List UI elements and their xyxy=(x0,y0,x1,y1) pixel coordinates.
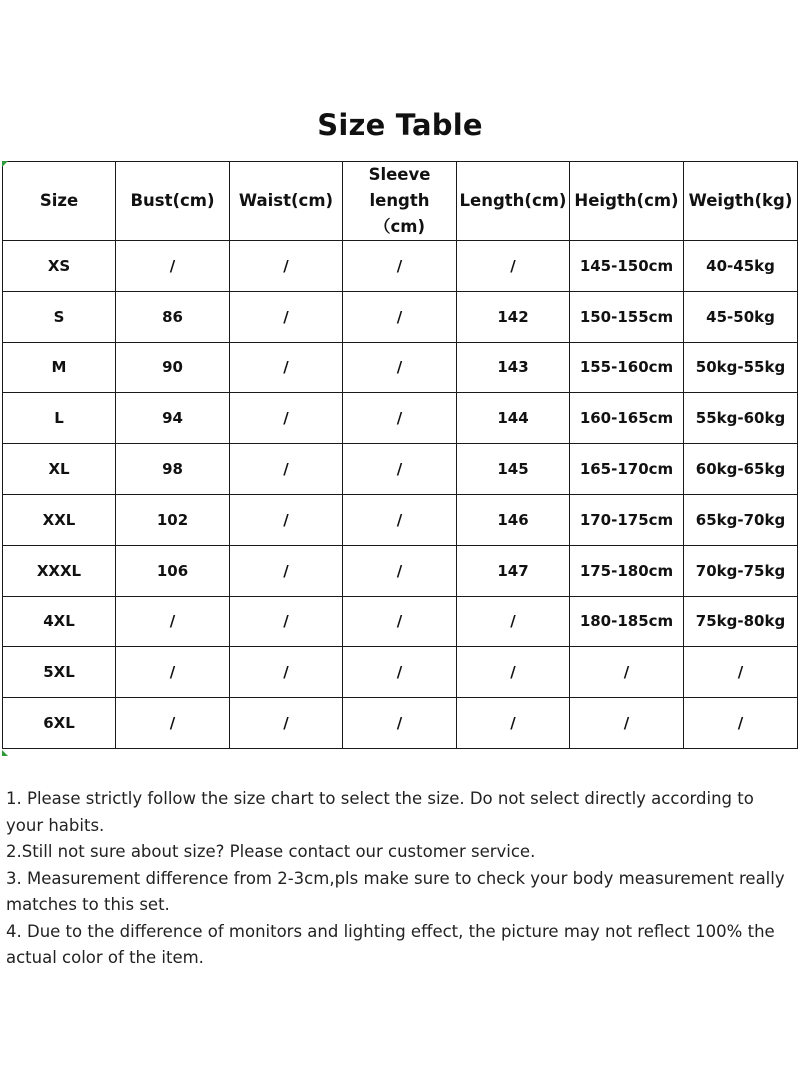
note-item: 3. Measurement difference from 2-3cm,pls make sure to check your body measurement really matches to this set. xyxy=(6,868,785,914)
cell-bust: / xyxy=(116,241,230,292)
page-title: Size Table xyxy=(317,108,483,142)
cell-size: S xyxy=(3,291,116,342)
table-row xyxy=(3,241,798,292)
cell-weight: 50kg-55kg xyxy=(684,342,798,393)
cell-waist: / xyxy=(230,494,343,545)
cell-length: 147 xyxy=(457,545,570,596)
cell-waist: / xyxy=(230,596,343,647)
size-table xyxy=(2,161,798,749)
cell-height: 145-150cm xyxy=(570,241,684,292)
cell-length: 145 xyxy=(457,444,570,495)
column-header-size: Size xyxy=(3,162,116,241)
cell-size: 6XL xyxy=(3,698,116,749)
cell-size: XXL xyxy=(3,494,116,545)
cell-size: XL xyxy=(3,444,116,495)
note-item: 1. Please strictly follow the size chart to select the size. Do not select directly according to your habits. xyxy=(6,789,754,835)
cell-weight: 55kg-60kg xyxy=(684,393,798,444)
cell-length: / xyxy=(457,698,570,749)
cell-length: 143 xyxy=(457,342,570,393)
cell-weight: 70kg-75kg xyxy=(684,545,798,596)
cell-height: 175-180cm xyxy=(570,545,684,596)
cell-waist: / xyxy=(230,291,343,342)
column-header-waist: Waist(cm) xyxy=(230,162,343,241)
cell-weight: 65kg-70kg xyxy=(684,494,798,545)
table-header-row xyxy=(3,162,798,241)
cell-sleeve-length: / xyxy=(343,393,457,444)
table-row xyxy=(3,647,798,698)
cell-sleeve-length: / xyxy=(343,342,457,393)
column-header-height: Heigth(cm) xyxy=(570,162,684,241)
column-header-weight: Weigth(kg) xyxy=(684,162,798,241)
cell-weight: / xyxy=(684,647,798,698)
table-row xyxy=(3,596,798,647)
cell-height: 160-165cm xyxy=(570,393,684,444)
note-item: 2.Still not sure about size? Please contact our customer service. xyxy=(6,842,536,861)
cell-bust: 94 xyxy=(116,393,230,444)
cell-size: XS xyxy=(3,241,116,292)
cell-length: / xyxy=(457,241,570,292)
cell-bust: / xyxy=(116,647,230,698)
cell-length: / xyxy=(457,647,570,698)
table-row xyxy=(3,342,798,393)
cell-length: / xyxy=(457,596,570,647)
column-header-length: Length(cm) xyxy=(457,162,570,241)
cell-weight: / xyxy=(684,698,798,749)
notes-section xyxy=(6,786,796,972)
sleeve-header-line: length xyxy=(369,191,430,210)
cell-bust: / xyxy=(116,698,230,749)
column-header-sleeve-length xyxy=(343,162,457,241)
cell-waist: / xyxy=(230,393,343,444)
table-row xyxy=(3,393,798,444)
table-row xyxy=(3,444,798,495)
table-row xyxy=(3,291,798,342)
column-header-bust: Bust(cm) xyxy=(116,162,230,241)
cell-length: 142 xyxy=(457,291,570,342)
cell-sleeve-length: / xyxy=(343,545,457,596)
sleeve-header-line: （cm) xyxy=(373,217,425,236)
corner-marker xyxy=(2,161,8,167)
cell-height: / xyxy=(570,698,684,749)
cell-waist: / xyxy=(230,698,343,749)
cell-size: XXXL xyxy=(3,545,116,596)
cell-weight: 40-45kg xyxy=(684,241,798,292)
table-row xyxy=(3,698,798,749)
cell-waist: / xyxy=(230,241,343,292)
cell-weight: 60kg-65kg xyxy=(684,444,798,495)
cell-height: 170-175cm xyxy=(570,494,684,545)
table-row xyxy=(3,545,798,596)
cell-waist: / xyxy=(230,444,343,495)
cell-weight: 45-50kg xyxy=(684,291,798,342)
cell-height: 165-170cm xyxy=(570,444,684,495)
cell-bust: / xyxy=(116,596,230,647)
cell-bust: 86 xyxy=(116,291,230,342)
table-body xyxy=(3,241,798,749)
cell-length: 146 xyxy=(457,494,570,545)
cell-waist: / xyxy=(230,545,343,596)
cell-height: 155-160cm xyxy=(570,342,684,393)
cell-bust: 102 xyxy=(116,494,230,545)
cell-waist: / xyxy=(230,647,343,698)
cell-height: 150-155cm xyxy=(570,291,684,342)
cell-sleeve-length: / xyxy=(343,596,457,647)
cell-length: 144 xyxy=(457,393,570,444)
cell-sleeve-length: / xyxy=(343,444,457,495)
cell-size: M xyxy=(3,342,116,393)
corner-marker xyxy=(2,750,8,756)
cell-sleeve-length: / xyxy=(343,698,457,749)
cell-size: 5XL xyxy=(3,647,116,698)
cell-weight: 75kg-80kg xyxy=(684,596,798,647)
cell-sleeve-length: / xyxy=(343,494,457,545)
note-item: 4. Due to the difference of monitors and lighting effect, the picture may not reflect 100% the actual color of the item. xyxy=(6,921,775,967)
cell-sleeve-length: / xyxy=(343,647,457,698)
cell-size: L xyxy=(3,393,116,444)
cell-bust: 106 xyxy=(116,545,230,596)
cell-sleeve-length: / xyxy=(343,241,457,292)
cell-size: 4XL xyxy=(3,596,116,647)
cell-height: / xyxy=(570,647,684,698)
cell-waist: / xyxy=(230,342,343,393)
cell-height: 180-185cm xyxy=(570,596,684,647)
table-row xyxy=(3,494,798,545)
cell-bust: 90 xyxy=(116,342,230,393)
cell-sleeve-length: / xyxy=(343,291,457,342)
sleeve-header-line: Sleeve xyxy=(368,165,431,184)
cell-bust: 98 xyxy=(116,444,230,495)
